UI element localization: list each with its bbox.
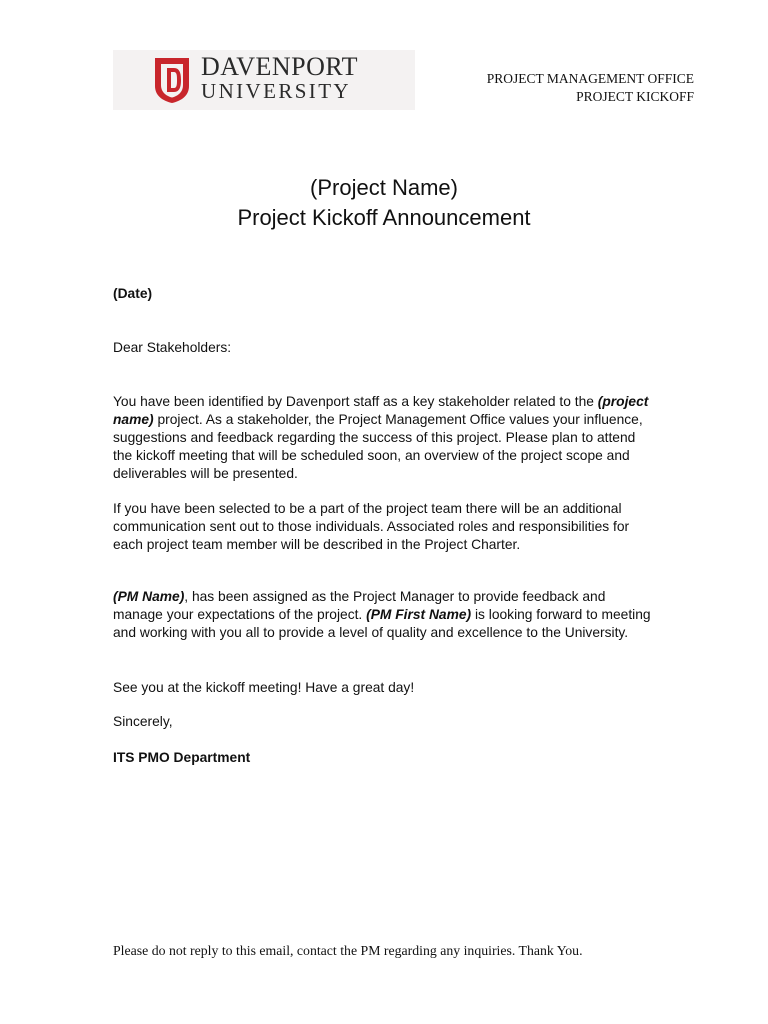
paragraph-text: , has been assigned as the Project Manager to provide feedback and manage your expectations of the project.: [113, 589, 606, 622]
paragraph-team: If you have been selected to be a part of the project team there will be an additional communication sent out to those individuals. Associated roles and responsibilities for each project team member will be described in the Project Charter.: [113, 501, 630, 552]
pm-first-name-placeholder: (PM First Name): [366, 607, 472, 622]
paragraph-text: is looking forward to meeting and working with you all to provide a level of quality and excellence to the University.: [113, 607, 651, 640]
logo-line-davenport: DAVENPORT: [201, 52, 359, 81]
title-announcement: Project Kickoff Announcement: [237, 205, 531, 230]
salutation: Dear Stakeholders:: [113, 340, 232, 355]
footer-note: Please do not reply to this email, contact the PM regarding any inquiries. Thank You.: [113, 943, 583, 958]
davenport-shield-icon: [153, 56, 191, 104]
title-project-name: (Project Name): [310, 175, 458, 200]
document-type: PROJECT KICKOFF: [576, 89, 694, 104]
logo-wordmark: [201, 54, 358, 102]
header-office-block: [487, 70, 694, 106]
paragraph-text: project. As a stakeholder, the Project Management Office values your influence, suggestions and feedback regarding the success of this project. Please plan to attend the kickoff meeting that will be scheduled soon, an overview of the project scope and deliverables will be presented.: [113, 412, 643, 481]
pm-name-placeholder: (PM Name): [113, 589, 185, 604]
office-name: PROJECT MANAGEMENT OFFICE: [486, 71, 694, 86]
university-logo: [113, 50, 415, 110]
logo-line-university: UNIVERSITY: [201, 79, 351, 103]
signature: ITS PMO Department: [113, 750, 251, 765]
closing: Sincerely,: [113, 714, 173, 729]
project-name-placeholder: (project name): [113, 394, 649, 427]
paragraph-see-you: See you at the kickoff meeting! Have a great day!: [113, 680, 415, 695]
paragraph-text: You have been identified by Davenport staff as a key stakeholder related to the: [113, 394, 598, 409]
date-placeholder: (Date): [113, 286, 153, 301]
paragraph-intro: [113, 393, 658, 483]
page-title: [0, 173, 768, 233]
paragraph-pm: [113, 588, 658, 642]
